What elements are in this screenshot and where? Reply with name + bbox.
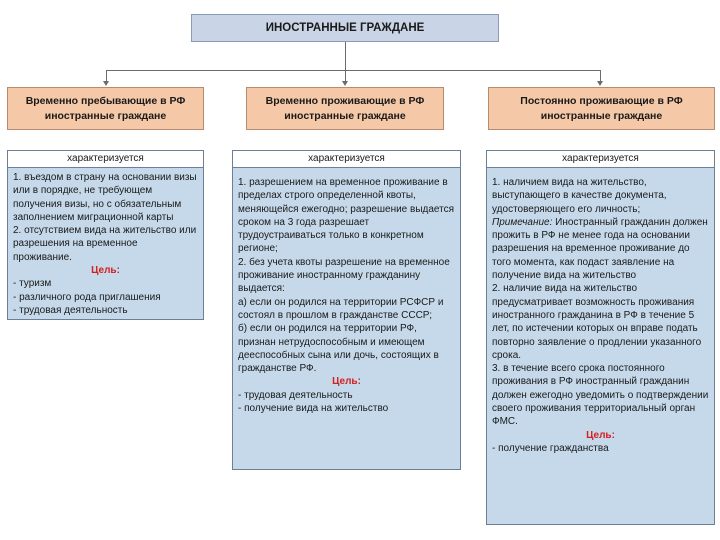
category-box-temporary-stay bbox=[7, 87, 204, 130]
note-label: Примечание: bbox=[492, 216, 553, 228]
details-column-temporary-stay bbox=[7, 150, 204, 320]
goal-item: - получение вида на жительство bbox=[238, 403, 389, 415]
condition-text: 1. наличием вида на жительство, выступающего в качестве документа, удостоверяющего его личность; bbox=[492, 177, 667, 215]
arrow-left bbox=[103, 81, 109, 86]
goal-item: - различного рода приглашения bbox=[13, 291, 161, 303]
details-column-temporary-residence bbox=[232, 150, 461, 470]
category-box-temporary-residence bbox=[246, 87, 444, 130]
column-header: характеризуется bbox=[8, 151, 203, 168]
goal-label: Цель: bbox=[586, 429, 615, 441]
column-header: характеризуется bbox=[487, 151, 714, 168]
category-label: Временно проживающие в РФ иностранные граждане bbox=[265, 95, 425, 122]
condition-text: а) если он родился на территории РСФСР и состоял в прошлом в гражданстве СССР; bbox=[238, 296, 444, 321]
condition-text: 3. в течение всего срока постоянного проживания в РФ иностранный гражданин должен ежегодно уведомить о подтверждении своего проживания территориальный орган ФМС. bbox=[492, 363, 709, 428]
category-box-permanent-residence bbox=[488, 87, 715, 130]
category-label: Постоянно проживающие в РФ иностранные граждане bbox=[520, 95, 683, 122]
condition-text: б) если он родился на территории РФ, признан нетрудоспособным и имеющем дееспособных сына или дочь, состоящих в гражданстве РФ. bbox=[238, 323, 439, 375]
category-label: Временно пребывающие в РФ иностранные граждане bbox=[25, 95, 186, 122]
arrow-right bbox=[597, 81, 603, 86]
condition-text: 2. наличие вида на жительство предусматривает возможность проживания иностранного гражданина в РФ в течение 5 лет, по истечении которых он вправе подать повторно заявление о продлении указанного срока. bbox=[492, 283, 702, 361]
goal-item: - туризм bbox=[13, 278, 52, 290]
connector-stem bbox=[345, 42, 346, 70]
note-text: Иностранный гражданин должен прожить в РФ не менее года на основании разрешения на временное проживание до того момента, как подаст заявление на получение вида на жительство bbox=[492, 216, 708, 282]
goal-label: Цель: bbox=[332, 376, 361, 388]
details-column-permanent-residence bbox=[486, 150, 715, 525]
goal-item: - трудовая деятельность bbox=[238, 389, 353, 401]
condition-text: 2. отсутствием вида на жительство или разрешения на временное проживание. bbox=[13, 225, 197, 263]
goal-item: - получение гражданства bbox=[492, 442, 609, 454]
title-box bbox=[191, 14, 499, 42]
condition-text: 2. без учета квоты разрешение на временное проживание иностранному гражданину выдается: bbox=[238, 256, 450, 295]
arrow-middle bbox=[342, 81, 348, 86]
title-text: ИНОСТРАННЫЕ ГРАЖДАНЕ bbox=[265, 22, 425, 34]
note-paragraph bbox=[492, 216, 709, 282]
condition-text: 1. разрешением на временное проживание в пределах строго определенной квоты, меняющейся ежегодно; разрешение выдается сроком на 3 года разрешает трудоустраиваться только в конкретном регионе; bbox=[238, 177, 455, 255]
goal-label: Цель: bbox=[91, 265, 120, 277]
column-header: характеризуется bbox=[233, 151, 460, 168]
condition-text: 1. въездом в страну на основании визы или в порядке, не требующем получения визы, но с обязательным заполнением миграционной карты bbox=[13, 172, 197, 223]
goal-item: - трудовая деятельность bbox=[13, 304, 128, 316]
connector-horizontal bbox=[106, 70, 601, 71]
